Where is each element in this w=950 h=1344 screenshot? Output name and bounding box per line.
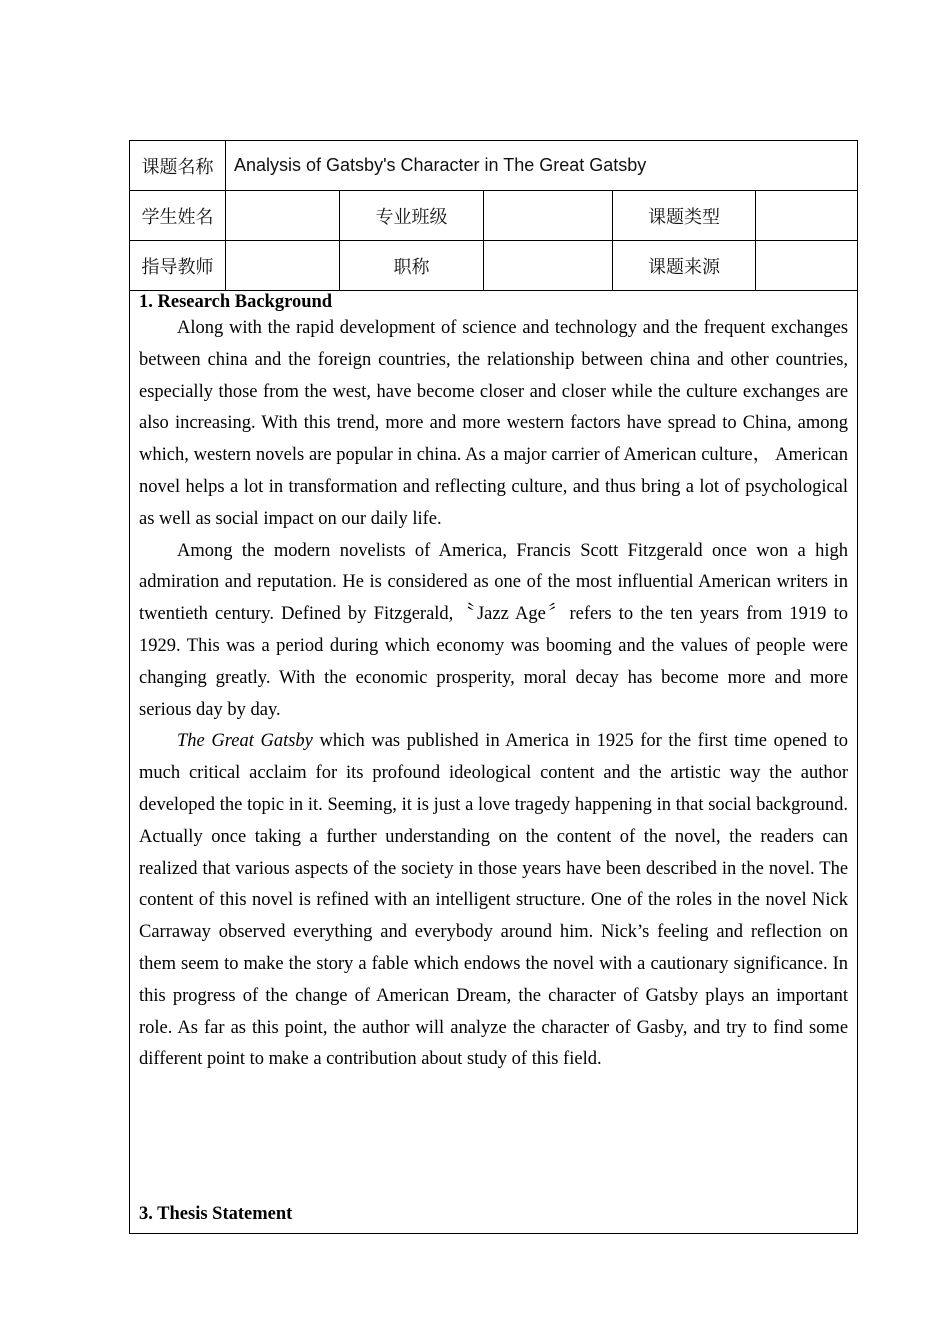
- proposal-form-table: [129, 140, 858, 1234]
- student-name-value: [226, 191, 340, 241]
- topic-type-label: 课题类型: [613, 191, 756, 241]
- content-row: [130, 291, 858, 1234]
- paragraph-3: [139, 726, 848, 1076]
- major-class-label: 专业班级: [340, 191, 484, 241]
- topic-source-label: 课题来源: [613, 241, 756, 291]
- topic-value: Analysis of Gatsby's Character in The Great Gatsby: [226, 141, 858, 191]
- novel-title: The Great Gatsby: [177, 731, 313, 752]
- paragraph-1: Along with the rapid development of science and technology and the frequent exchanges between china and the foreign countries, the relationship between china and other countries, especially those from the west, have become closer and closer while the culture exchanges are also increasing. With this trend, more and more western factors have spread to China, among which, western novels are popular in china. As a major carrier of American culture， American novel helps a lot in transformation and reflecting culture, and thus bring a lot of psychological as well as social impact on our daily life.: [139, 318, 849, 529]
- topic-source-value: [756, 241, 858, 291]
- student-row: [130, 191, 858, 241]
- student-name-label: 学生姓名: [130, 191, 226, 241]
- paragraph-2: Among the modern novelists of America, Francis Scott Fitzgerald once won a high admiration and reputation. He is considered as one of the most influential American writers in twentieth century. Defined by Fitzgerald,〝Jazz Age〞refers to the ten years from 1919 to 1929. This was a period during which economy was booming and the values of people were changing greatly. With the economic prosperity, moral decay has become more and more serious day by day.: [139, 540, 849, 720]
- section3-heading: 3. Thesis Statement: [139, 1204, 293, 1224]
- topic-row: [130, 141, 858, 191]
- professional-title-label: 职称: [340, 241, 484, 291]
- advisor-label: 指导教师: [130, 241, 226, 291]
- major-class-value: [484, 191, 613, 241]
- advisor-row: [130, 241, 858, 291]
- content-cell: [130, 291, 858, 1234]
- paragraph-3-text: which was published in America in 1925 for the first time opened to much critical acclaim for its profound ideological content and the artistic way the author developed the topic in it. Seeming, it is just a love tragedy happening in that social background. Actually once taking a further understanding on the content of the novel, the readers can realized that various aspects of the society in those years have been described in the novel. The content of this novel is refined with an intelligent structure. One of the roles in the novel Nick Carraway observed everything and everybody around him. Nick’s feeling and reflection on them seem to make the story a fable which endows the novel with a cautionary significance. In this progress of the change of American Dream, the character of Gatsby plays an important role. As far as this point, the author will analyze the character of Gasby, and try to find some different point to make a contribution about study of this field.: [139, 731, 849, 1070]
- topic-type-value: [756, 191, 858, 241]
- topic-label: 课题名称: [130, 141, 226, 191]
- advisor-value: [226, 241, 340, 291]
- section1-heading: 1. Research Background: [139, 292, 333, 312]
- professional-title-value: [484, 241, 613, 291]
